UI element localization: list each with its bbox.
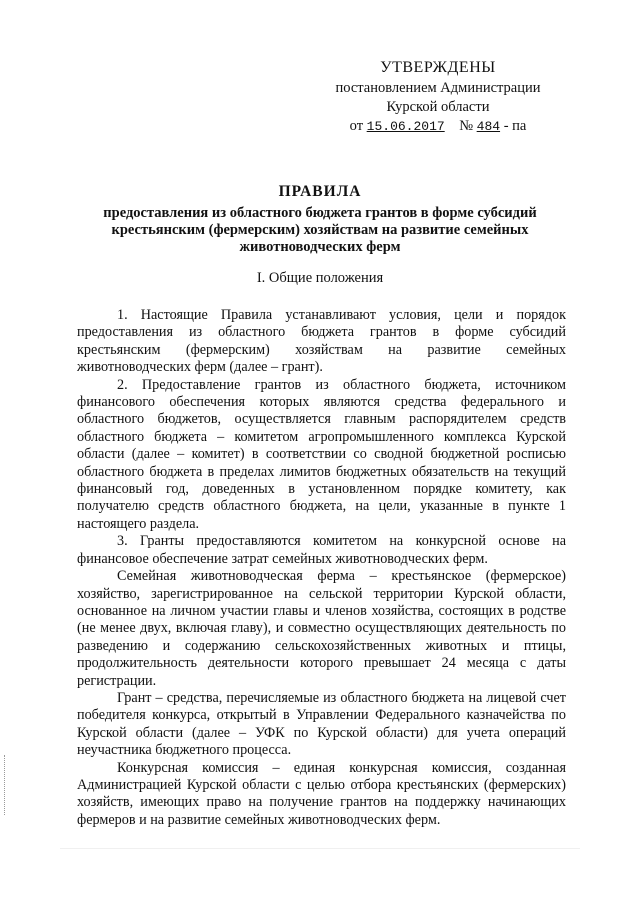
title-line-1: предоставления из областного бюджета грантов в форме субсидий xyxy=(103,205,537,221)
section-heading: I. Общие положения xyxy=(256,270,384,286)
approval-line-1: постановлением Администрации xyxy=(335,80,541,96)
paragraph: 1. Настоящие Правила устанавливают условия, цели и порядок предоставления из областного бюджета грантов в форме субсидий крестьянским (фермерским) хозяйствам на развитие семейных животноводческих ферм (далее – грант). xyxy=(77,307,566,376)
paragraph: Грант – средства, перечисляемые из областного бюджета на лицевой счет победителя конкурса, открытый в Управлении Федерального казначейства по Курской области (далее – УФК по Курской области) для учета операций неучастника бюджетного процесса. xyxy=(77,689,566,759)
approval-date: 15.06.2017 xyxy=(366,119,445,134)
document-title xyxy=(80,183,560,256)
body-text xyxy=(77,307,566,829)
paragraph: Конкурсная комиссия – единая конкурсная комиссия, созданная Администрацией Курской области с целью отбора крестьянских (фермерских) хозяйств, имеющих право на получение грантов на поддержку начинающих фермеров и на развитие семейных животноводческих ферм. xyxy=(77,759,566,828)
approval-heading: УТВЕРЖДЕНЫ xyxy=(380,59,496,76)
paragraph: Семейная животноводческая ферма – крестьянское (фермерское) хозяйство, зарегистрированное на сельской территории Курской области, основанное на личном участии главы и членов хозяйства, состоящих в родстве (не менее двух, включая главу), и совместно осуществляющих деятельность по разведению и содержанию сельскохозяйственных животных и птицы, продолжительность деятельности которого превышает 24 месяца с даты регистрации. xyxy=(77,568,566,689)
approval-block xyxy=(318,58,558,136)
approval-line-2: Курской области xyxy=(386,99,490,115)
approval-number: 484 xyxy=(476,119,501,134)
title-main: ПРАВИЛА xyxy=(278,183,362,200)
date-prefix: от xyxy=(349,118,364,134)
scan-line xyxy=(60,848,580,849)
number-prefix: № xyxy=(459,118,474,134)
paragraph: 2. Предоставление грантов из областного бюджета, источником финансового обеспечения которых являются средства федерального и областного бюджетов, осуществляется главным распорядителем средств областного бюджета – комитетом агропромышленного комплекса Курской области (далее – комитет) в соответствии со сводной бюджетной росписью областного бюджета в пределах лимитов бюджетных обязательств на текущий финансовый год, доведенных в установленном порядке комитету, как получателю средств областного бюджета, на цели, указанные в пункте 1 настоящего раздела. xyxy=(77,376,566,532)
scan-artifact xyxy=(4,755,6,815)
number-suffix: - па xyxy=(503,118,527,134)
title-line-2: крестьянским (фермерским) хозяйствам на развитие семейных xyxy=(111,222,529,238)
title-line-3: животноводческих ферм xyxy=(239,239,401,255)
approval-dateline xyxy=(318,117,558,136)
paragraph: 3. Гранты предоставляются комитетом на конкурсной основе на финансовое обеспечение затрат семейных животноводческих ферм. xyxy=(77,533,566,567)
